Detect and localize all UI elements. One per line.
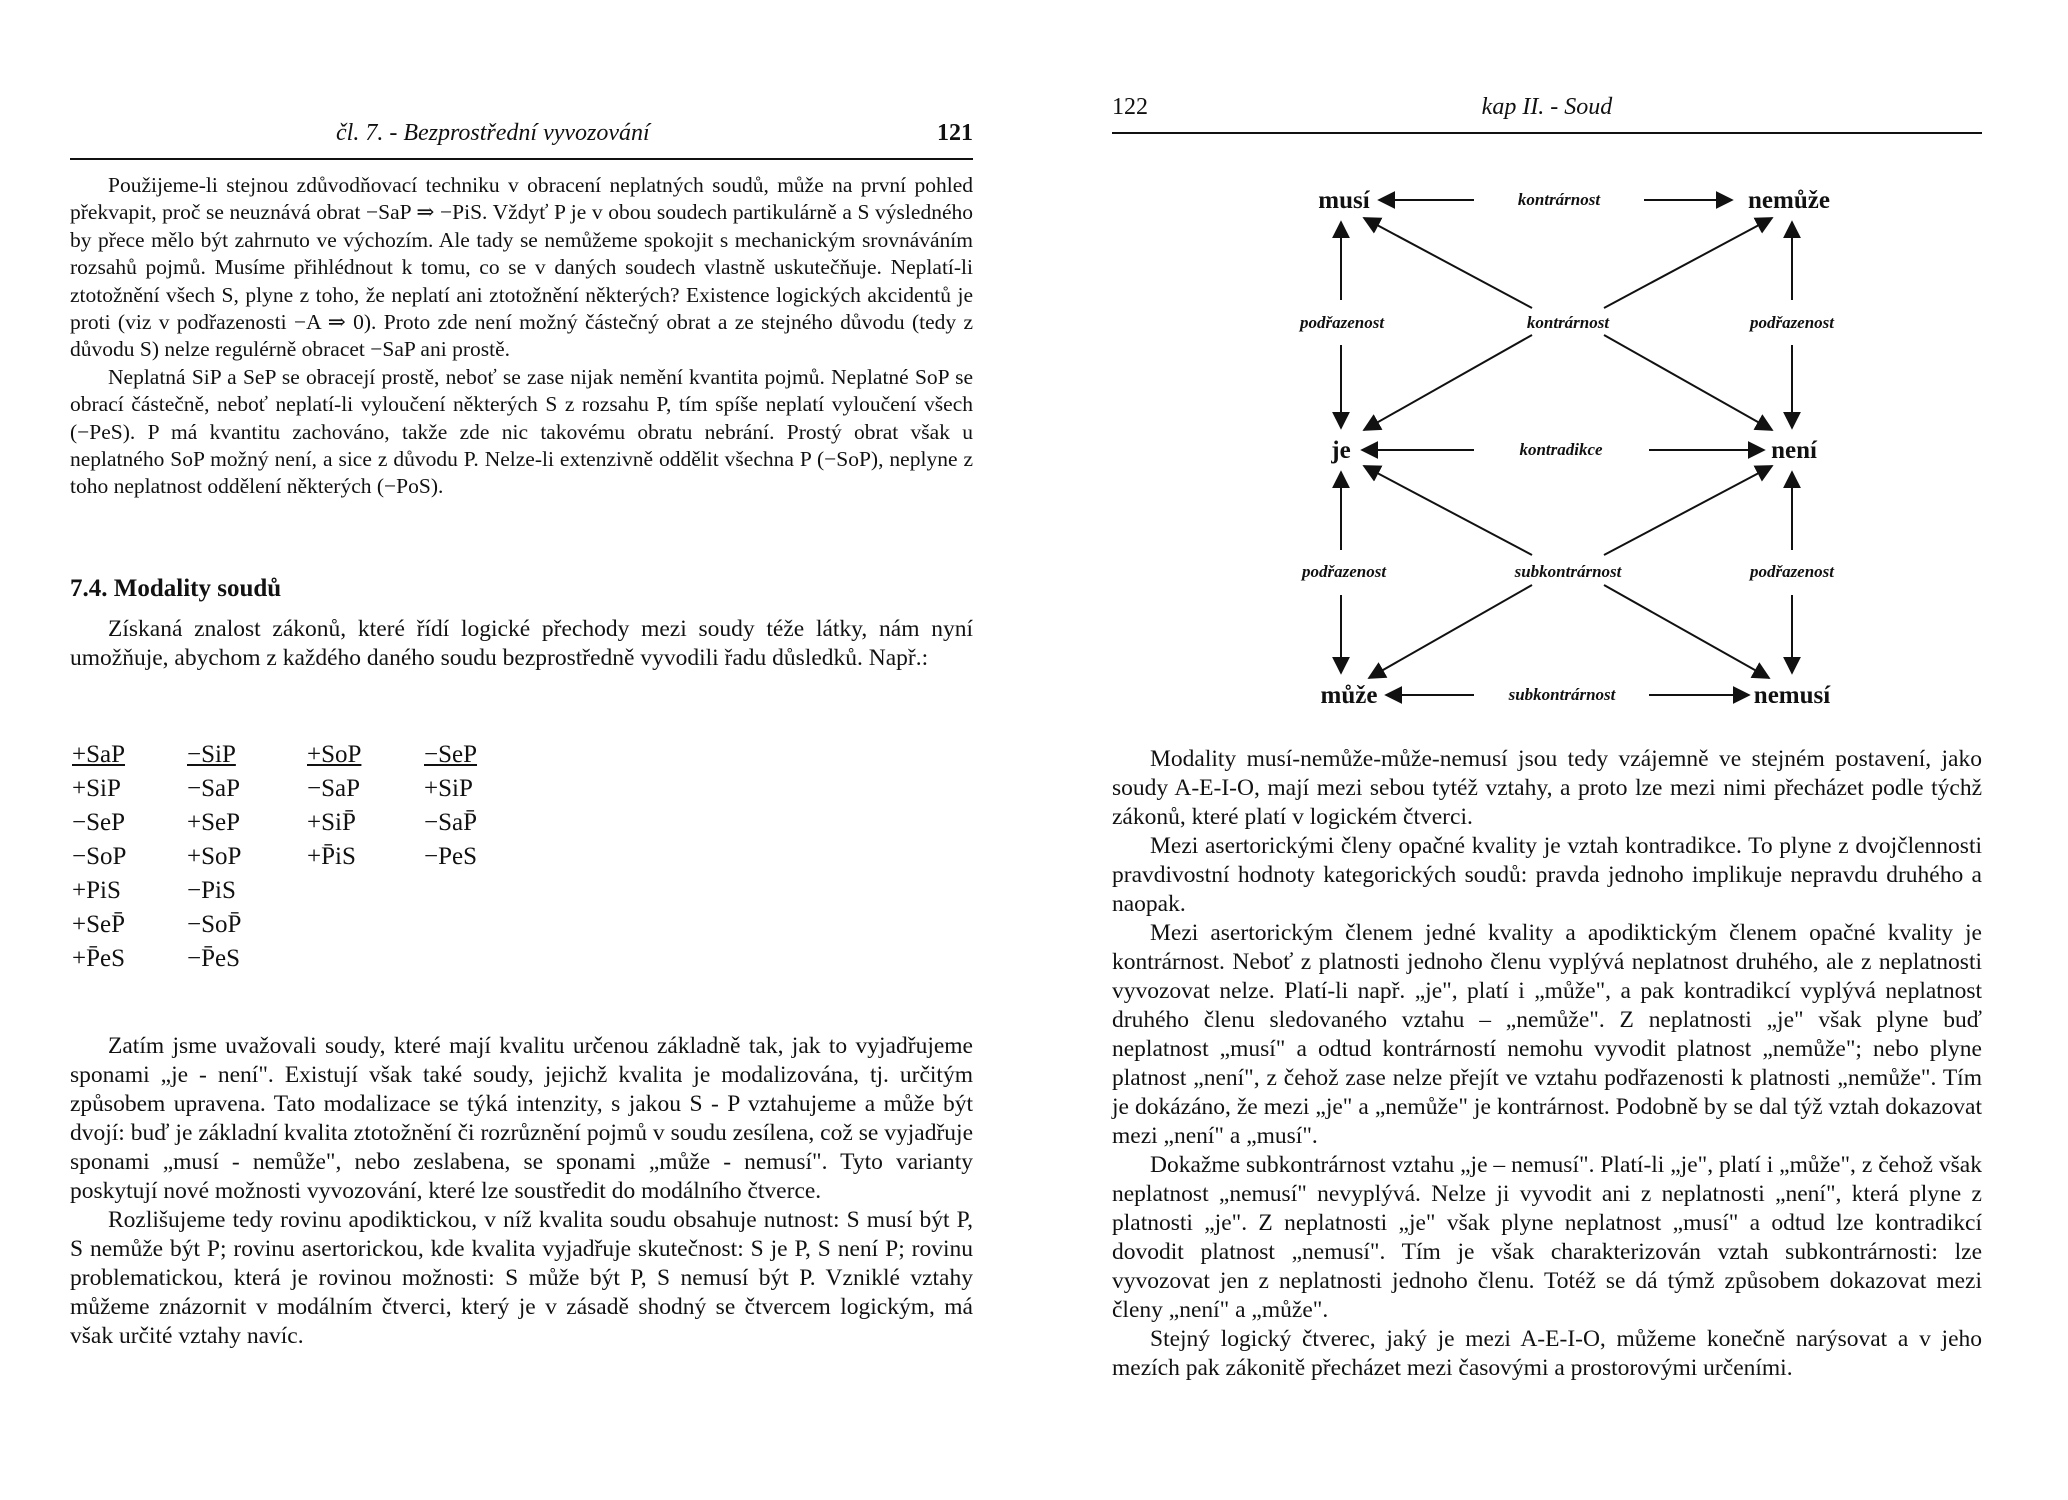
paragraph: Dokažme subkontrárnost vztahu „je – nemusí". Platí-li „je", platí i „může", z čehož však neplatnost „nemusí" nevyplývá. Nelze ji vyvodit ani z neplatnosti „není", která plyne z platnosti „je". Z neplatnosti „je" však plyne neplatnost „musí" a odtud lze kontradikcí dovodit platnost „nemusí". Tím je však charakterizován vztah subkontrárnosti: lze vyvozovat jen z neplatnosti jednoho členu. Totéž se dá týmž způsobem dokazovat mezi členy „není" a „může". [1112,1152,1982,1323]
relation-label-podrazenost: podřazenost [1749,562,1835,581]
relation-label-kontrarnost: kontrárnost [1517,190,1601,209]
left-page-number: 121 [937,120,973,146]
table-cell: +SeP̄ [72,911,126,938]
corner-label-muze: může [1320,682,1378,709]
corner-label-neni: není [1771,437,1817,464]
section-intro [70,615,973,673]
table-cell: −PeS [424,843,478,870]
table-column [72,738,182,976]
left-running-head [336,120,973,154]
paragraph: Mezi asertorickým členem jedné kvality a apodiktickým členem opačné kvality je kontrárnost. Neboť z platnosti jednoho členu vyplývá neplatnost druhého, ale z neplatnosti vyvozovat nelze. Platí-li např. „je", platí i „může", a pak kontradikcí vyplývá neplatnost druhého členu sledovaného vztahu – „nemůže". Z neplatnosti „je" však plyne buď neplatnost „musí" a odtud kontrárností nemohu vyvodit platnost „nemůže"; nebo plyne platnost „není", z čehož zase nelze přejít ve vztahu podřazenosti k platnosti „nemůže". Tím je dokázáno, že mezi „je" a „nemůže" je kontrárnost. Podobně by se dal týž vztah dokazovat mezi „není" a „musí". [1112,920,1982,1149]
table-cell: +SiP [424,775,473,802]
right-header-title: kap II. - Soud [1481,94,1613,120]
table-cell: +SoP [187,843,242,870]
table-cell: +SiP̄ [307,809,356,836]
table-column [424,738,534,874]
table-header: −SiP [187,741,236,768]
right-page-number: 122 [1112,94,1148,120]
table-cell: −SaP̄ [424,809,478,836]
table-column [307,738,417,874]
arrow-line [1364,218,1532,308]
relation-label-subkontrarnost: subkontrárnost [1508,685,1616,704]
table-cell: −SaP [307,775,361,802]
table-cell: −SoP̄ [187,911,242,938]
table-column [187,738,297,976]
left-body-top [70,172,973,501]
arrow-line [1364,335,1532,430]
table-cell: −SeP [72,809,126,836]
paragraph: Modality musí-nemůže-může-nemusí jsou tedy vzájemně ve stejném postavení, jako soudy A-E-I-O, mají mezi sebou tytéž vztahy, a proto lze mezi nimi přecházet podle týchž zákonů, které platí v logickém čtverci. [1112,746,1982,830]
corner-label-musi: musí [1318,187,1370,214]
relation-label-podrazenost: podřazenost [1299,313,1385,332]
relation-label-kontrarnost: kontrárnost [1526,313,1610,332]
table-header: −SeP [424,741,478,768]
table-cell: −SoP [72,843,127,870]
paragraph: Stejný logický čtverec, jaký je mezi A-E-I-O, můžeme konečně narýsovat a v jeho mezích pak zákonitě přecházet mezi časovými a prostorovými určeními. [1112,1326,1982,1381]
table-cell: −P̄eS [187,945,241,972]
paragraph: Zatím jsme uvažovali soudy, které mají kvalitu určenou základně tak, jak to vyjadřujeme sponami „je - není". Existují však také soudy, jejichž kvalita je modalizována, tj. určitým způsobem upravena. Tato modalizace se týká intenzity, s jakou S - P vztahujeme a může být dvojí: buď je základní kvalita ztotožnění či rozrůznění pojmů v soudu zesílena, což se vyjadřuje sponami „musí - nemůže", nebo zeslabena, se sponami „může - nemusí". Tyto varianty poskytují nové možnosti vyvozování, které lze soustředit do modálního čtverce. [70,1033,973,1204]
left-body-bottom [70,1032,973,1351]
table-cell: +P̄eS [72,945,126,972]
arrow-line [1604,466,1772,555]
paragraph: Mezi asertorickými členy opačné kvality je vztah kontradikce. To plyne z dvojčlennosti pravdivostní hodnoty kategorických soudů: pravda jednoho implikuje nepravdu druhého a naopak. [1112,833,1982,917]
inference-table [72,738,532,978]
arrow-line [1369,585,1532,678]
table-cell: +P̄iS [307,843,356,870]
relation-label-subkontrarnost: subkontrárnost [1514,562,1622,581]
table-cell: −PiS [187,877,236,904]
paragraph: Použijeme-li stejnou zdůvodňovací techniku v obracení neplatných soudů, může na první pohled překvapit, proč se neuznává obrat −SaP ⇒ −PiS. Vždyť P je v obou soudech partikulárně a S výsledného by přece mělo být zahrnuto ve výchozím. Ale tady se nemůžeme spokojit s mechanickým srovnáváním rozsahů pojmů. Musíme přihlédnout k tomu, co se v daných soudech vlastně uskutečňuje. Neplatí-li ztotožnění všech S, plyne z toho, že neplatí ani ztotožnění některých? Existence logických akcidentů je proti (viz v podřazenosti −A ⇒ 0). Proto zde není možný částečný obrat a ze stejného důvodu (tedy z důvodu S) nelze regulérně obracet −SaP ani prostě. [70,173,973,362]
table-cell: +SeP [187,809,241,836]
paragraph: Rozlišujeme tedy rovinu apodiktickou, v níž kvalita soudu obsahuje nutnost: S musí být P, S nemůže být P; rovinu asertorickou, kde kvalita vyjadřuje skutečnost: S je P, S není P; rovinu problematickou, která je rovinou možnosti: S může být P, S nemusí být P. Vzniklé vztahy můžeme znázornit v modálním čtverci, který je v zásadě shodný se čtvercem logickým, má však určité vztahy navíc. [70,1207,973,1349]
left-header-title: čl. 7. - Bezprostřední vyvozování [336,120,650,146]
left-header-rule [70,158,973,160]
arrow-line [1604,335,1772,430]
paragraph: Získaná znalost zákonů, které řídí logické přechody mezi soudy téže látky, nám nyní umožňuje, abychom z každého daného soudu bezprostředně vyvodili řadu důsledků. Např.: [70,616,973,671]
table-cell: +SiP [72,775,121,802]
relation-label-podrazenost: podřazenost [1301,562,1387,581]
modal-square-diagram [1299,160,1854,715]
table-header: +SoP [307,741,362,768]
section-heading: 7.4. Modality soudů [70,575,282,602]
paragraph: Neplatná SiP a SeP se obracejí prostě, neboť se zase nijak nemění kvantita pojmů. Neplatné SoP se obrací částečně, neboť neplatí-li vyloučení některých S z rozsahu P, tím spíše neplatí vyloučení všech (−PeS). P má kvantitu zachováno, takže zde nic takovému obratu nebrání. Prostý obrat však u neplatného SoP možný není, a sice z důvodu P. Nelze-li extenzivně oddělit všechna P (−SoP), neplyne z toho neplatnost oddělení některých (−PoS). [70,364,973,499]
arrow-line [1604,585,1769,678]
arrow-line [1364,466,1532,555]
relation-label-kontradikce: kontradikce [1519,440,1603,459]
table-cell: −SaP [187,775,241,802]
right-header-rule [1112,132,1982,134]
corner-label-nemusi: nemusí [1753,682,1831,709]
right-page [1034,0,2068,1500]
right-running-head [1112,94,1982,128]
arrow-line [1604,218,1772,308]
corner-label-nemuze: nemůže [1748,187,1830,214]
right-body [1112,745,1982,1383]
relation-label-podrazenost: podřazenost [1749,313,1835,332]
corner-label-je: je [1331,437,1351,464]
table-header: +SaP [72,741,126,768]
table-cell: +PiS [72,877,121,904]
